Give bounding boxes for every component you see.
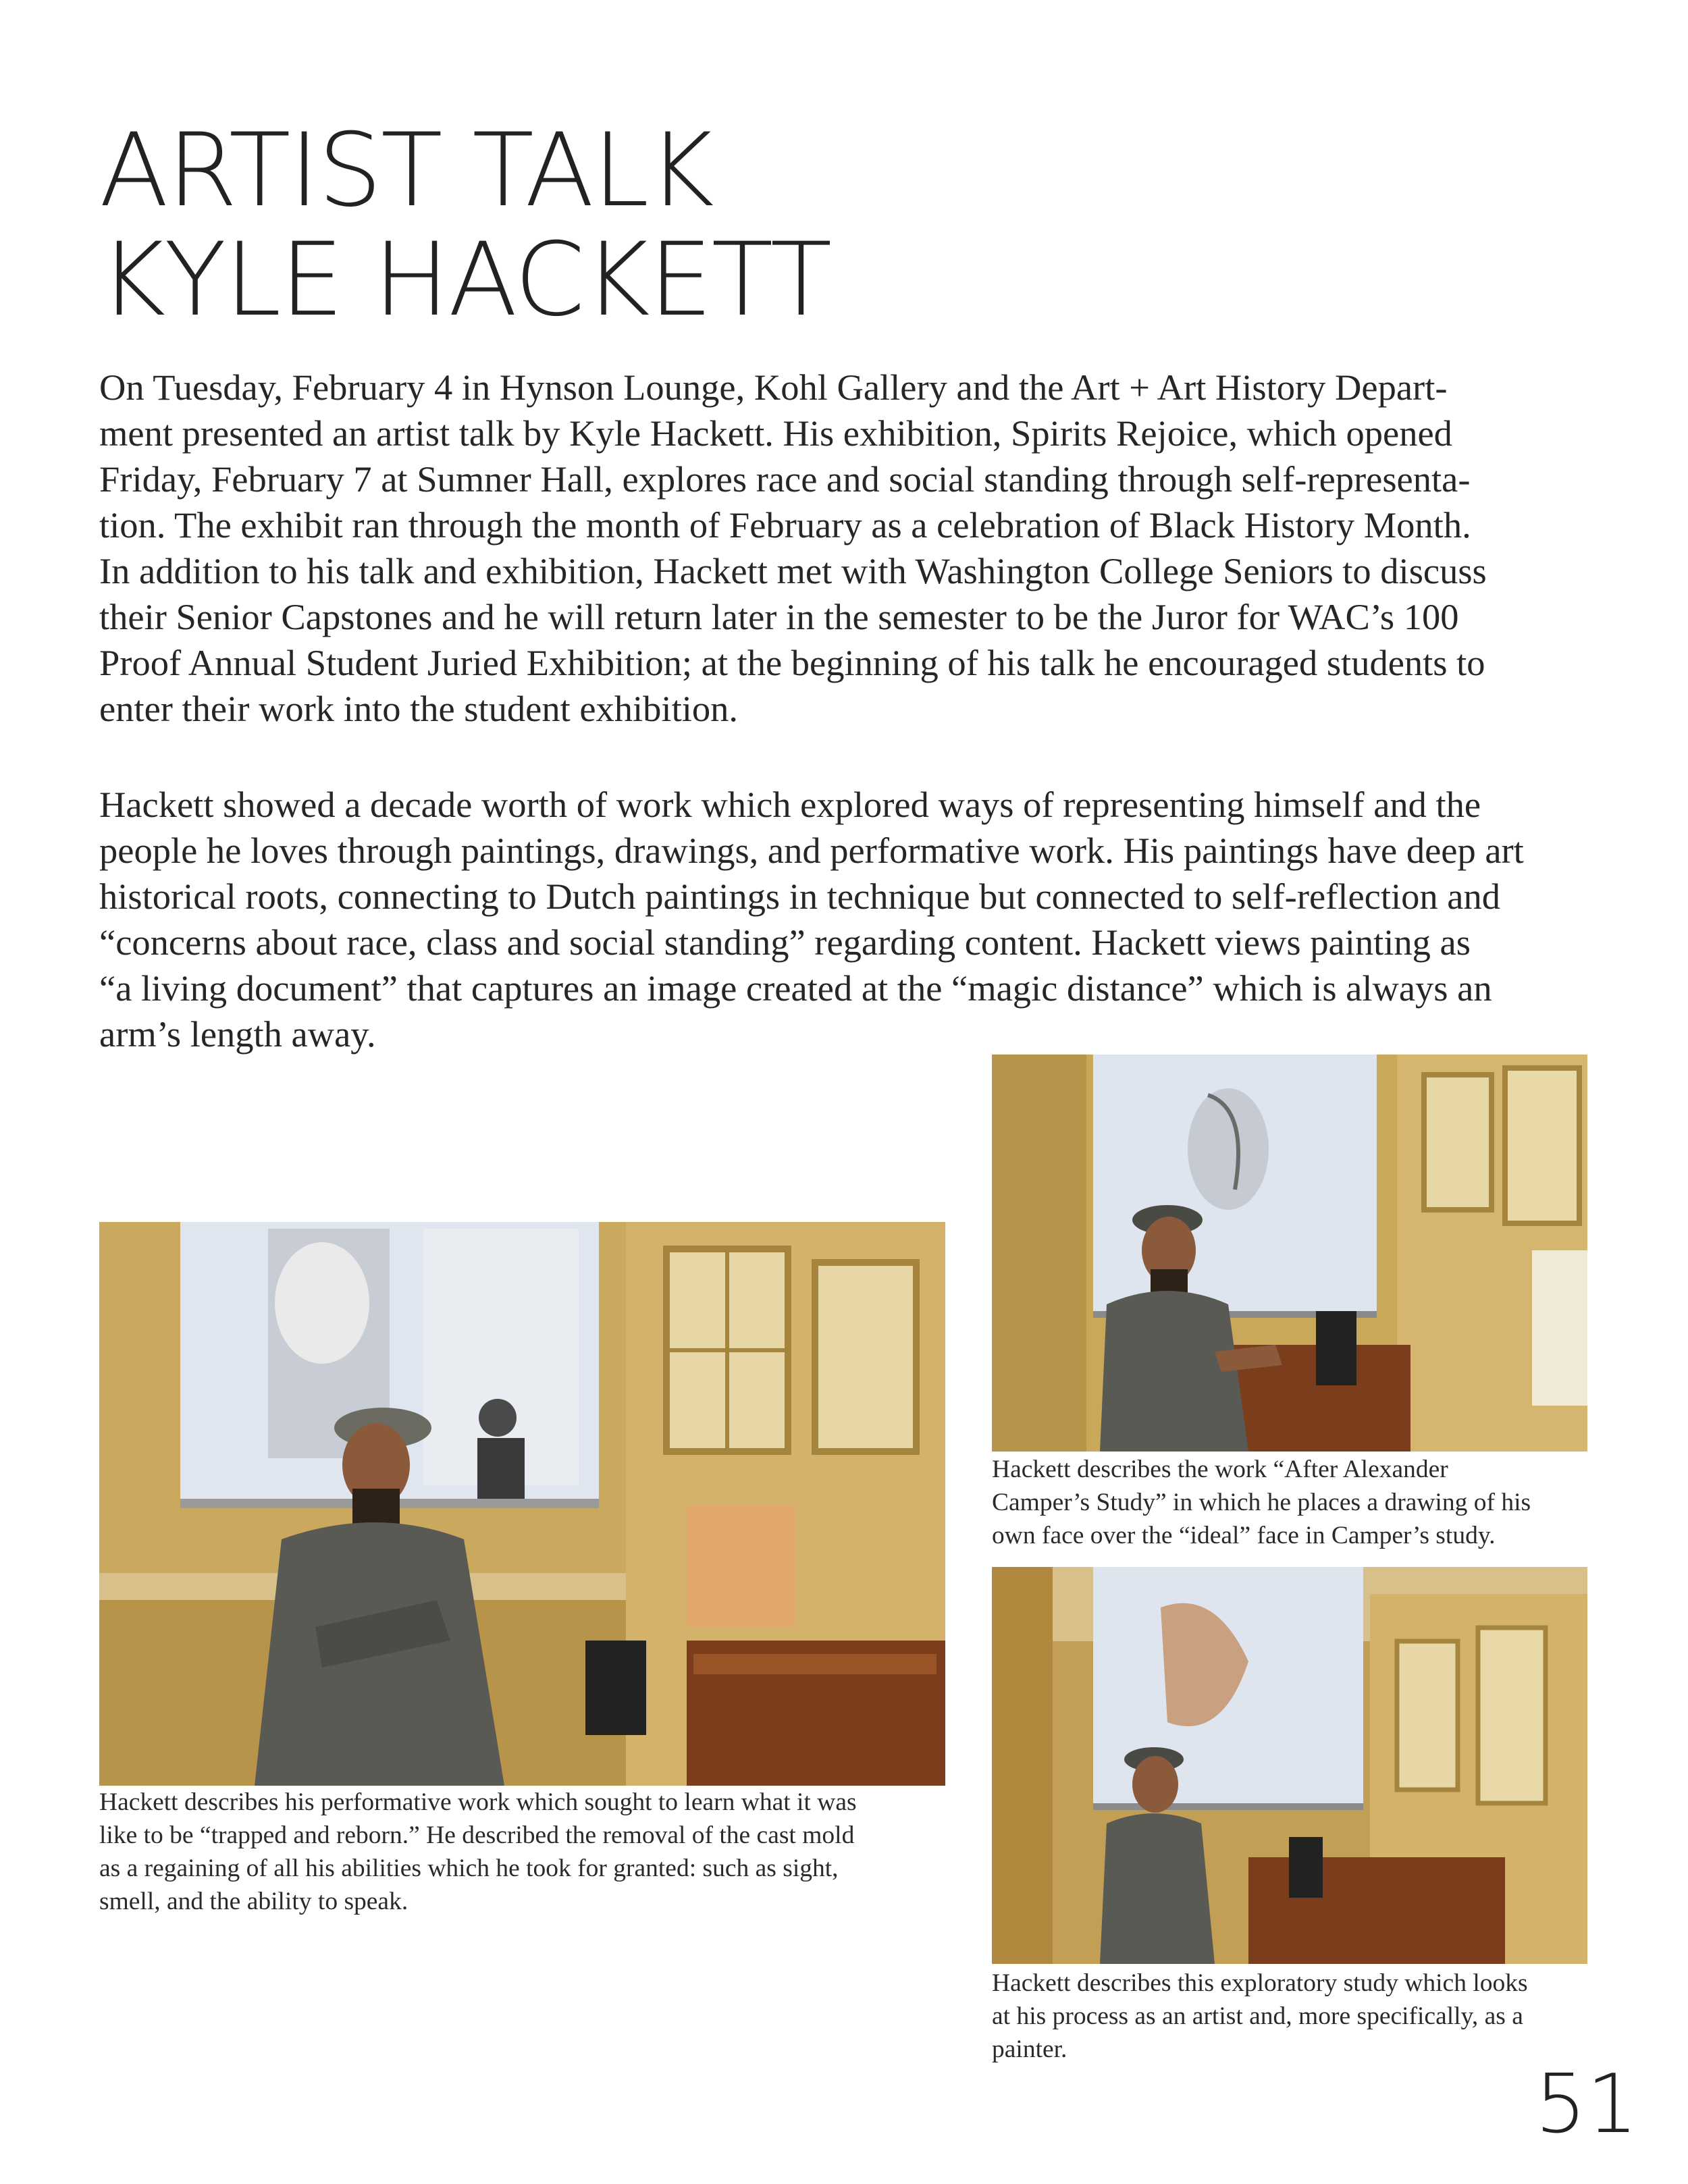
photo-exploratory-study — [992, 1567, 1587, 1964]
page-title — [99, 112, 831, 339]
paragraph-line: people he loves through paintings, drawings, and performative work. His paintings have deep art — [99, 830, 1524, 871]
paragraph-line: On Tuesday, February 4 in Hynson Lounge, Kohl Gallery and the Art + Art History Depart- — [99, 367, 1448, 408]
caption-line: smell, and the ability to speak. — [99, 1888, 408, 1915]
caption-exploratory-study — [992, 1967, 1528, 2066]
lecture-photo-image — [99, 1222, 945, 1786]
caption-line: like to be “trapped and reborn.” He described the removal of the cast mold — [99, 1821, 855, 1849]
caption-line: at his process as an artist and, more specifically, as a — [992, 2002, 1523, 2030]
caption-line: Hackett describes his performative work which sought to learn what it was — [99, 1788, 857, 1816]
caption-line: Hackett describes this exploratory study which looks — [992, 1969, 1528, 1997]
paragraph-line: historical roots, connecting to Dutch paintings in technique but connected to self-reflection and — [99, 876, 1500, 917]
title-line-1: ARTIST TALK — [99, 112, 713, 230]
photo-camper-study — [992, 1055, 1587, 1451]
caption-performative-work — [99, 1786, 857, 1918]
intro-paragraph — [99, 365, 1585, 732]
paragraph-line: In addition to his talk and exhibition, Hackett met with Washington College Seniors to discuss — [99, 550, 1487, 591]
paragraph-line: “concerns about race, class and social standing” regarding content. Hackett views painting as — [99, 922, 1471, 963]
caption-line: Camper’s Study” in which he places a drawing of his — [992, 1489, 1531, 1516]
paragraph-line: Hackett showed a decade worth of work which explored ways of representing himself and the — [99, 784, 1481, 825]
paragraph-line: Proof Annual Student Juried Exhibition; at the beginning of his talk he encouraged students to — [99, 642, 1485, 683]
caption-line: as a regaining of all his abilities which he took for granted: such as sight, — [99, 1855, 839, 1882]
paragraph-line: arm’s length away. — [99, 1013, 376, 1055]
paragraph-line: ment presented an artist talk by Kyle Hackett. His exhibition, Spirits Rejoice, which opened — [99, 412, 1452, 454]
paragraph-line: Friday, February 7 at Sumner Hall, explores race and social standing through self-representa- — [99, 458, 1471, 500]
paragraph-line: tion. The exhibit ran through the month of February as a celebration of Black History Month. — [99, 504, 1471, 545]
lecture-photo-image — [992, 1567, 1587, 1964]
photo-performative-work — [99, 1222, 945, 1786]
caption-camper-study — [992, 1453, 1531, 1552]
paragraph-line: their Senior Capstones and he will return later in the semester to be the Juror for WAC’s 100 — [99, 596, 1459, 637]
title-line-2: KYLE HACKETT — [99, 221, 831, 339]
caption-line: painter. — [992, 2035, 1067, 2063]
lecture-photo-image — [992, 1055, 1587, 1451]
work-paragraph — [99, 782, 1585, 1057]
caption-line: own face over the “ideal” face in Camper’s study. — [992, 1522, 1496, 1549]
caption-line: Hackett describes the work “After Alexander — [992, 1456, 1448, 1483]
paragraph-line: enter their work into the student exhibition. — [99, 688, 738, 729]
paragraph-line: “a living document” that captures an image created at the “magic distance” which is always an — [99, 967, 1492, 1009]
page-number: 51 — [1535, 2058, 1638, 2152]
